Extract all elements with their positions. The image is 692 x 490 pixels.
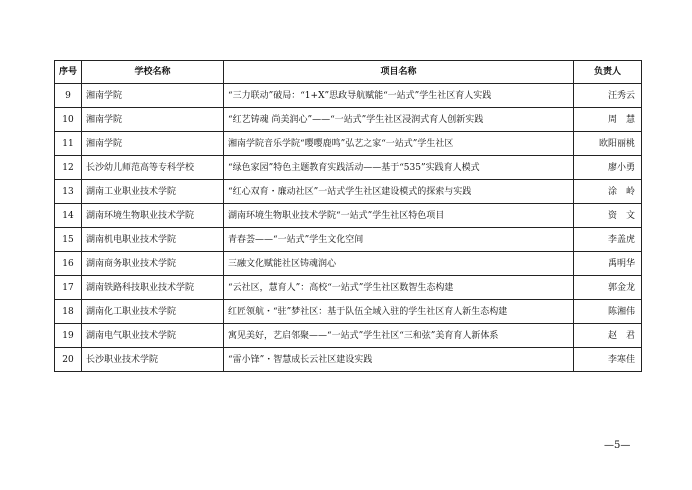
row-index: 14 — [55, 204, 82, 228]
row-lead: 李盖虎 — [574, 228, 642, 252]
row-lead: 赵 君 — [574, 324, 642, 348]
header-project: 项目名称 — [224, 61, 574, 84]
row-lead: 陈湘伟 — [574, 300, 642, 324]
row-project: “雷小锋”・智慧成长云社区建设实践 — [224, 348, 574, 372]
row-index: 10 — [55, 108, 82, 132]
row-school: 湘南学院 — [82, 84, 224, 108]
row-school: 湖南机电职业技术学院 — [82, 228, 224, 252]
row-school: 湖南商务职业技术学院 — [82, 252, 224, 276]
table-body — [55, 84, 642, 372]
table-row — [55, 156, 642, 180]
row-school: 湖南环境生物职业技术学院 — [82, 204, 224, 228]
row-school: 湘南学院 — [82, 108, 224, 132]
table-row — [55, 132, 642, 156]
row-project: 三融文化赋能社区铸魂润心 — [224, 252, 574, 276]
table-row — [55, 204, 642, 228]
table-header-row — [55, 61, 642, 84]
row-index: 16 — [55, 252, 82, 276]
row-index: 11 — [55, 132, 82, 156]
row-school: 湖南工业职业技术学院 — [82, 180, 224, 204]
row-project: “绿色家园”特色主题教育实践活动——基于“535”实践育人模式 — [224, 156, 574, 180]
row-index: 18 — [55, 300, 82, 324]
row-project: 湖南环境生物职业技术学院“一站式”学生社区特色项目 — [224, 204, 574, 228]
row-lead: 李寒佳 — [574, 348, 642, 372]
row-lead: 禹明华 — [574, 252, 642, 276]
header-lead: 负责人 — [574, 61, 642, 84]
row-project: “三力联动”破局：“1+X”思政导航赋能“一站式”学生社区育人实践 — [224, 84, 574, 108]
table-row — [55, 228, 642, 252]
row-school: 长沙幼儿师范高等专科学校 — [82, 156, 224, 180]
row-school: 长沙职业技术学院 — [82, 348, 224, 372]
row-index: 15 — [55, 228, 82, 252]
project-table — [54, 60, 642, 372]
row-project: 青春荟——“一站式”学生文化空间 — [224, 228, 574, 252]
row-index: 9 — [55, 84, 82, 108]
row-lead: 周 慧 — [574, 108, 642, 132]
row-index: 13 — [55, 180, 82, 204]
row-index: 19 — [55, 324, 82, 348]
row-project: “红艺铸魂 尚美润心”——“一站式”学生社区浸润式育人创新实践 — [224, 108, 574, 132]
table-row — [55, 180, 642, 204]
row-school: 湖南化工职业技术学院 — [82, 300, 224, 324]
table-row — [55, 324, 642, 348]
row-lead: 廖小勇 — [574, 156, 642, 180]
row-project: 寓见美好，艺启邻聚——“一站式”学生社区“三和弦”美育育人新体系 — [224, 324, 574, 348]
row-school: 湖南铁路科技职业技术学院 — [82, 276, 224, 300]
row-project: “红心双育・廉动社区”一站式学生社区建设模式的探索与实践 — [224, 180, 574, 204]
row-lead: 汪秀云 — [574, 84, 642, 108]
page-number: —5— — [604, 440, 631, 451]
row-project: 湘南学院音乐学院“嘤嘤鹿鸣”弘艺之家“一站式”学生社区 — [224, 132, 574, 156]
row-lead: 郭金龙 — [574, 276, 642, 300]
table-row — [55, 348, 642, 372]
row-lead: 欧阳丽桃 — [574, 132, 642, 156]
row-index: 20 — [55, 348, 82, 372]
row-school: 湖南电气职业技术学院 — [82, 324, 224, 348]
row-lead: 资 文 — [574, 204, 642, 228]
row-project: 红匠领航・“驻”梦社区：基于队伍全域入驻的学生社区育人新生态构建 — [224, 300, 574, 324]
row-project: “云社区，慧育人”：高校“一站式”学生社区数智生态构建 — [224, 276, 574, 300]
table-row — [55, 108, 642, 132]
table-row — [55, 84, 642, 108]
row-lead: 涂 岭 — [574, 180, 642, 204]
row-school: 湘南学院 — [82, 132, 224, 156]
row-index: 12 — [55, 156, 82, 180]
row-index: 17 — [55, 276, 82, 300]
header-index: 序号 — [55, 61, 82, 84]
header-school: 学校名称 — [82, 61, 224, 84]
table-row — [55, 276, 642, 300]
table-row — [55, 252, 642, 276]
table-row — [55, 300, 642, 324]
